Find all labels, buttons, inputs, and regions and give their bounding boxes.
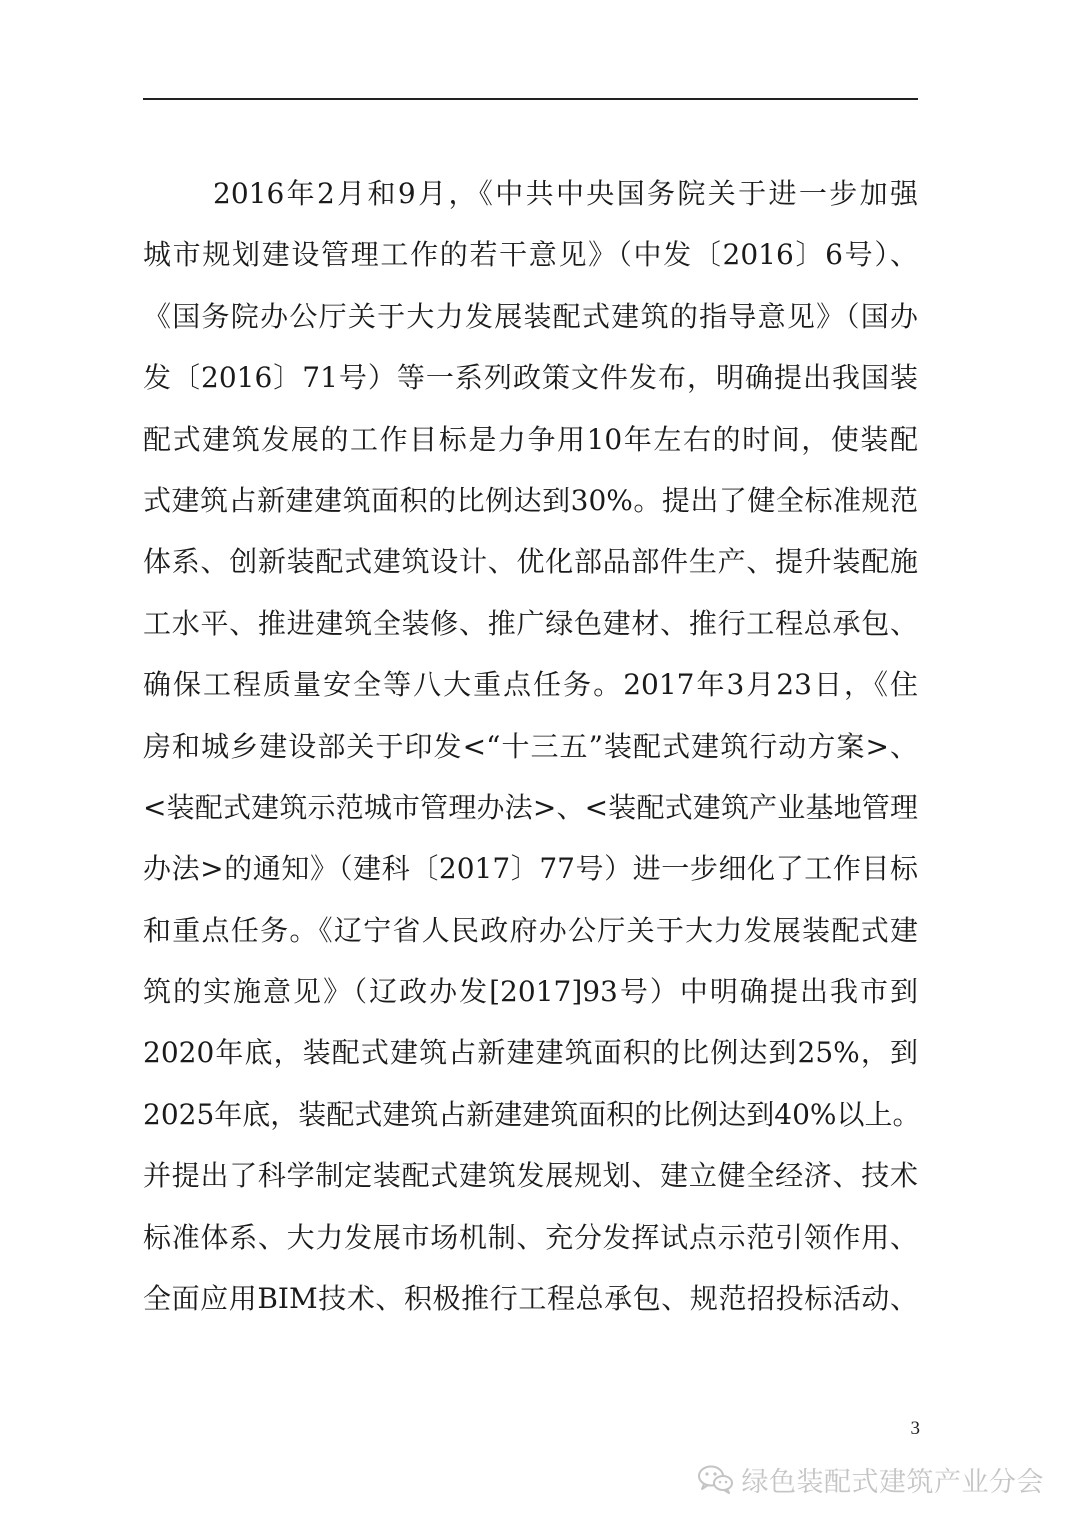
paragraph-line: <装配式建筑示范城市管理办法>、<装配式建筑产业基地管理: [143, 790, 918, 824]
paragraph-line: 和重点任务。《辽宁省人民政府办公厅关于大力发展装配式建: [143, 913, 918, 947]
paragraph-line: 标准体系、大力发展市场机制、充分发挥试点示范引领作用、: [143, 1220, 918, 1254]
paragraph-line: 2025年底，装配式建筑占新建建筑面积的比例达到40%以上。: [143, 1097, 921, 1131]
header-rule: [143, 98, 918, 100]
paragraph-line: 全面应用BIM技术、积极推行工程总承包、规范招投标活动、: [143, 1282, 918, 1316]
paragraph-line: 2016年2月和9月，《中共中央国务院关于进一步加强: [213, 177, 918, 210]
paragraph-line: 城市规划建设管理工作的若干意见》（中发〔2016〕6号）、: [143, 238, 918, 272]
page-number: 3: [910, 1418, 920, 1439]
paragraph-line: 式建筑占新建建筑面积的比例达到30%。提出了健全标准规范: [143, 483, 918, 517]
paragraph-line: 《国务院办公厅关于大力发展装配式建筑的指导意见》（国办: [143, 299, 918, 333]
paragraph-line: 确保工程质量安全等八大重点任务。2017年3月23日，《住: [143, 668, 918, 702]
paragraph-line: 工水平、推进建筑全装修、推广绿色建材、推行工程总承包、: [143, 606, 918, 640]
paragraph-line: 并提出了科学制定装配式建筑发展规划、建立健全经济、技术: [143, 1159, 918, 1193]
paragraph-line: 房和城乡建设部关于印发<“十三五”装配式建筑行动方案>、: [143, 729, 918, 763]
watermark-text: 绿色装配式建筑产业分会: [741, 1466, 1044, 1498]
paragraph-line: 发〔2016〕71号）等一系列政策文件发布，明确提出我国装: [143, 361, 918, 395]
paragraph-line: 2020年底，装配式建筑占新建建筑面积的比例达到25%，到: [143, 1036, 918, 1070]
paragraph-line: 办法>的通知》（建科〔2017〕77号）进一步细化了工作目标: [143, 852, 918, 886]
body-paragraph: [143, 163, 921, 1329]
paragraph-line: 配式建筑发展的工作目标是力争用10年左右的时间，使装配: [143, 422, 918, 456]
paragraph-line: 体系、创新装配式建筑设计、优化部品部件生产、提升装配施: [143, 545, 918, 579]
watermark: [696, 1459, 1045, 1499]
wechat-icon: [696, 1464, 734, 1494]
paragraph-line: 筑的实施意见》（辽政办发[2017]93号）中明确提出我市到: [143, 975, 918, 1009]
